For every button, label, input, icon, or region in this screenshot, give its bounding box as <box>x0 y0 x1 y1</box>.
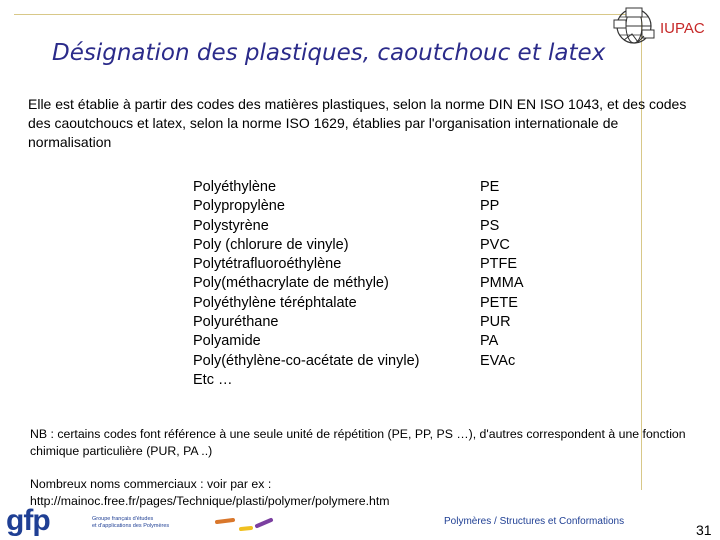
gfp-subtitle-line: et d'applications des Polymères <box>92 522 170 529</box>
gfp-logo-subtitle <box>92 516 169 529</box>
polymer-name: Polystyrène <box>193 217 269 234</box>
page-number: 31 <box>696 522 712 538</box>
polymer-name: Etc … <box>193 371 233 388</box>
polymer-name: Polyamide <box>193 333 261 350</box>
polymer-code: PS <box>480 217 500 234</box>
trade-names-link[interactable]: http://mainoc.free.fr/pages/Technique/plasti/polymer/polymere.htm <box>30 494 390 508</box>
intro-paragraph: Elle est établie à partir des codes des matières plastiques, selon la norme DIN EN ISO 1043, et des codes des caoutchoucs et latex, selon la norme ISO 1629, établies par l'organisation internationale de normalisation <box>28 96 687 150</box>
polymer-code: PUR <box>480 314 511 331</box>
decorative-strokes-icon <box>215 516 275 532</box>
footer-caption: Polymères / Structures et Conformations <box>444 516 625 527</box>
iupac-label: IUPAC <box>660 20 705 37</box>
polymer-name: Polypropylène <box>193 198 285 215</box>
polymer-code: PP <box>480 198 500 215</box>
polymer-codes-list <box>480 178 524 371</box>
polymer-name: Polyéthylène téréphtalate <box>193 294 357 311</box>
trade-names-label: Nombreux noms commerciaux : voir par ex : <box>30 477 272 491</box>
polymer-names-list <box>193 178 419 390</box>
gfp-subtitle-line: Groupe français d'études <box>92 516 154 522</box>
polymer-name: Poly(éthylène-co-acétate de vinyle) <box>193 352 420 369</box>
polymer-code: EVAc <box>480 352 516 369</box>
polymer-code: PTFE <box>480 256 518 273</box>
polymer-code: PETE <box>480 294 518 311</box>
gfp-logo: gfp <box>6 504 50 537</box>
trade-names-note <box>30 476 700 510</box>
polymer-name: Polyéthylène <box>193 179 277 195</box>
nb-note: NB : certains codes font référence à une seule unité de répétition (PE, PP, PS …), d'autres correspondent à une fonction chimique particulière (PUR, PA ..) <box>30 427 686 458</box>
iupac-logo-icon <box>612 4 656 46</box>
polymer-name: Polyuréthane <box>193 314 279 331</box>
polymer-name: Polytétrafluoroéthylène <box>193 256 342 273</box>
polymer-code: PA <box>480 333 499 350</box>
polymer-code: PE <box>480 179 500 195</box>
page-title: Désignation des plastiques, caoutchouc et latex <box>52 40 606 66</box>
polymer-name: Poly(méthacrylate de méthyle) <box>193 275 389 292</box>
polymer-code: PMMA <box>480 275 524 292</box>
polymer-code: PVC <box>480 236 510 253</box>
polymer-name: Poly (chlorure de vinyle) <box>193 236 349 253</box>
